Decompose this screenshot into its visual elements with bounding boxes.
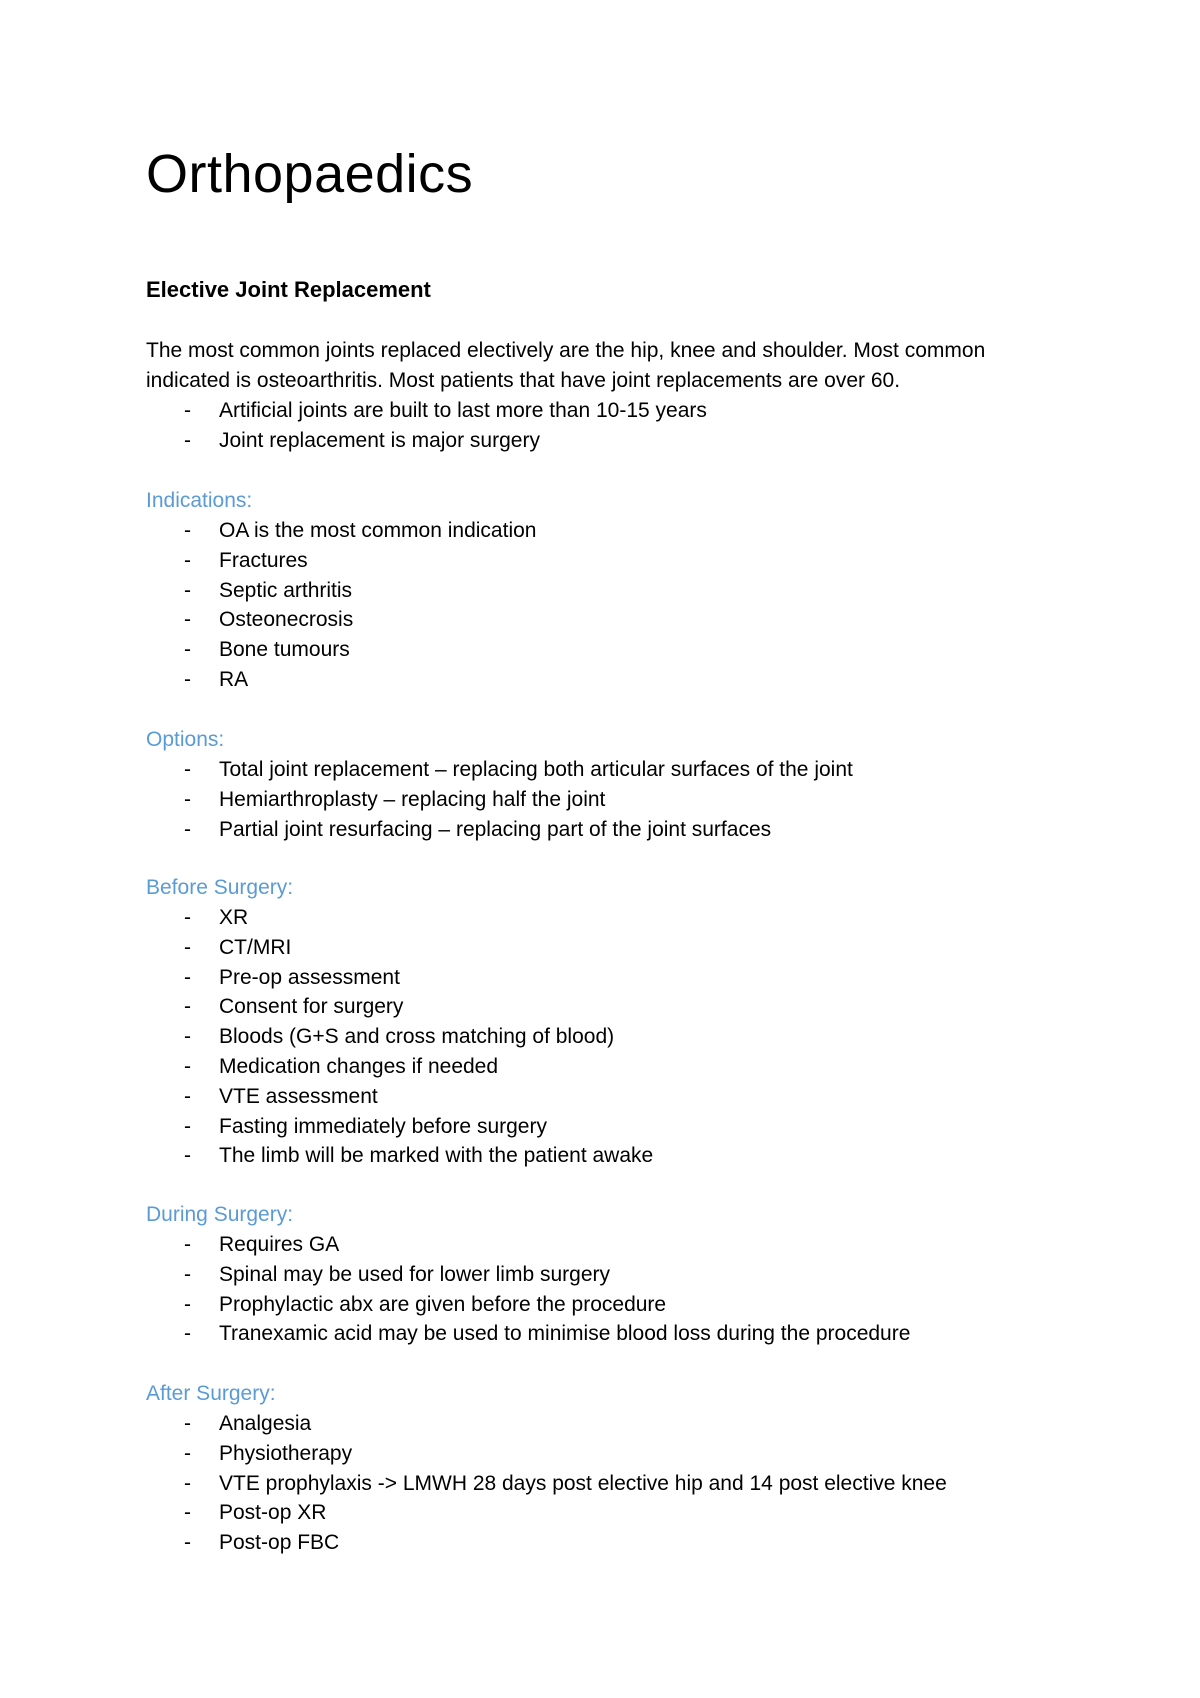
dash-marker: - — [184, 1412, 191, 1435]
list-item — [146, 1082, 1126, 1112]
list-item-text: Hemiarthroplasty – replacing half the joint — [219, 787, 606, 811]
list-item-text: VTE assessment — [219, 1084, 378, 1108]
dash-marker: - — [184, 1233, 191, 1256]
dash-marker: - — [184, 548, 191, 572]
dash-marker: - — [184, 1084, 191, 1108]
dash-marker: - — [184, 1322, 191, 1346]
list-item-text: Requires GA — [219, 1233, 340, 1256]
list-item-text: Bone tumours — [219, 638, 350, 662]
list-item-text: Prophylactic abx are given before the procedure — [219, 1292, 667, 1316]
list-item — [146, 933, 1126, 963]
list-item — [146, 1469, 1126, 1499]
list-item-text: CT/MRI — [219, 935, 292, 959]
list-item — [146, 1290, 1126, 1320]
list-item-text: Post-op XR — [219, 1501, 327, 1525]
section-during-surgery — [146, 1200, 1126, 1349]
list-item — [146, 1498, 1126, 1528]
dash-marker: - — [184, 428, 191, 452]
intro-bullet-list — [146, 396, 1106, 456]
list-item — [146, 755, 1126, 785]
dash-marker: - — [184, 1114, 191, 1138]
list-item — [146, 1260, 1126, 1290]
subheading-during-surgery: During Surgery: — [146, 1203, 294, 1226]
subheading-indications: Indications: — [146, 489, 253, 512]
subheading-before-surgery: Before Surgery: — [146, 876, 294, 899]
subheading-options: Options: — [146, 728, 225, 751]
before-surgery-list — [146, 903, 1126, 1171]
list-item-text: Fasting immediately before surgery — [219, 1114, 547, 1138]
list-item-text: Post-op FBC — [219, 1531, 340, 1555]
list-item-text: Total joint replacement – replacing both articular surfaces of the joint — [219, 758, 853, 781]
list-item-text: Spinal may be used for lower limb surgery — [219, 1262, 611, 1286]
section-options — [146, 725, 1126, 844]
list-item-text: Pre-op assessment — [219, 965, 400, 989]
list-item — [146, 903, 1126, 933]
list-item-text: The limb will be marked with the patient awake — [219, 1144, 654, 1168]
list-item — [146, 785, 1126, 815]
list-item — [146, 546, 1126, 576]
list-item — [146, 1052, 1126, 1082]
list-item — [146, 1409, 1126, 1439]
dash-marker: - — [184, 1292, 191, 1316]
list-item-text: Fractures — [219, 548, 308, 572]
list-item — [146, 1022, 1126, 1052]
dash-marker: - — [184, 1531, 191, 1555]
dash-marker: - — [184, 1054, 191, 1078]
list-item — [146, 605, 1126, 635]
dash-marker: - — [184, 935, 191, 959]
subheading-after-surgery: After Surgery: — [146, 1382, 276, 1405]
list-item — [146, 1319, 1126, 1349]
dash-marker: - — [184, 608, 191, 632]
list-item — [146, 576, 1126, 606]
list-item — [146, 665, 1126, 695]
dash-marker: - — [184, 817, 191, 841]
section-indications — [146, 486, 1126, 695]
section-before-surgery — [146, 873, 1126, 1171]
list-item — [146, 1528, 1126, 1558]
list-item — [146, 992, 1126, 1022]
dash-marker: - — [184, 1501, 191, 1525]
list-item-text: Septic arthritis — [219, 578, 353, 602]
dash-marker: - — [184, 399, 191, 422]
document-title: Orthopaedics — [146, 144, 474, 204]
list-item — [146, 1141, 1126, 1171]
list-item — [146, 426, 1106, 456]
dash-marker: - — [184, 758, 191, 781]
list-item — [146, 516, 1126, 546]
list-item-text: OA is the most common indication — [219, 519, 537, 542]
dash-marker: - — [184, 906, 191, 929]
dash-marker: - — [184, 1262, 191, 1286]
dash-marker: - — [184, 995, 191, 1019]
intro-block — [146, 336, 1106, 456]
dash-marker: - — [184, 667, 191, 691]
dash-marker: - — [184, 787, 191, 811]
list-item-text: Artificial joints are built to last more than 10-15 years — [219, 399, 707, 422]
dash-marker: - — [184, 519, 191, 542]
indications-list — [146, 516, 1126, 695]
section-after-surgery — [146, 1379, 1126, 1558]
intro-paragraph-line: indicated is osteoarthritis. Most patients that have joint replacements are over 60. — [146, 369, 901, 392]
list-item-text: Consent for surgery — [219, 995, 404, 1019]
list-item-text: XR — [219, 906, 249, 929]
list-item-text: Joint replacement is major surgery — [219, 428, 540, 452]
list-item-text: VTE prophylaxis -> LMWH 28 days post elective hip and 14 post elective knee — [219, 1471, 947, 1495]
dash-marker: - — [184, 1144, 191, 1168]
list-item-text: Partial joint resurfacing – replacing part of the joint surfaces — [219, 817, 772, 841]
list-item-text: Bloods (G+S and cross matching of blood) — [219, 1025, 615, 1049]
list-item-text: Medication changes if needed — [219, 1054, 499, 1078]
dash-marker: - — [184, 1471, 191, 1495]
dash-marker: - — [184, 578, 191, 602]
dash-marker: - — [184, 1441, 191, 1465]
dash-marker: - — [184, 1025, 191, 1049]
list-item — [146, 1439, 1126, 1469]
list-item — [146, 396, 1106, 426]
after-surgery-list — [146, 1409, 1126, 1558]
list-item-text: Osteonecrosis — [219, 608, 354, 632]
during-surgery-list — [146, 1230, 1126, 1349]
dash-marker: - — [184, 965, 191, 989]
list-item-text: RA — [219, 667, 249, 691]
list-item-text: Tranexamic acid may be used to minimise blood loss during the procedure — [219, 1322, 911, 1346]
list-item-text: Physiotherapy — [219, 1441, 353, 1465]
dash-marker: - — [184, 638, 191, 662]
list-item — [146, 815, 1126, 845]
intro-paragraph-line: The most common joints replaced electively are the hip, knee and shoulder. Most common — [146, 339, 986, 362]
list-item — [146, 1230, 1126, 1260]
options-list — [146, 755, 1126, 844]
list-item-text: Analgesia — [219, 1412, 312, 1435]
list-item — [146, 1112, 1126, 1142]
list-item — [146, 963, 1126, 993]
section-heading: Elective Joint Replacement — [146, 277, 431, 302]
list-item — [146, 635, 1126, 665]
